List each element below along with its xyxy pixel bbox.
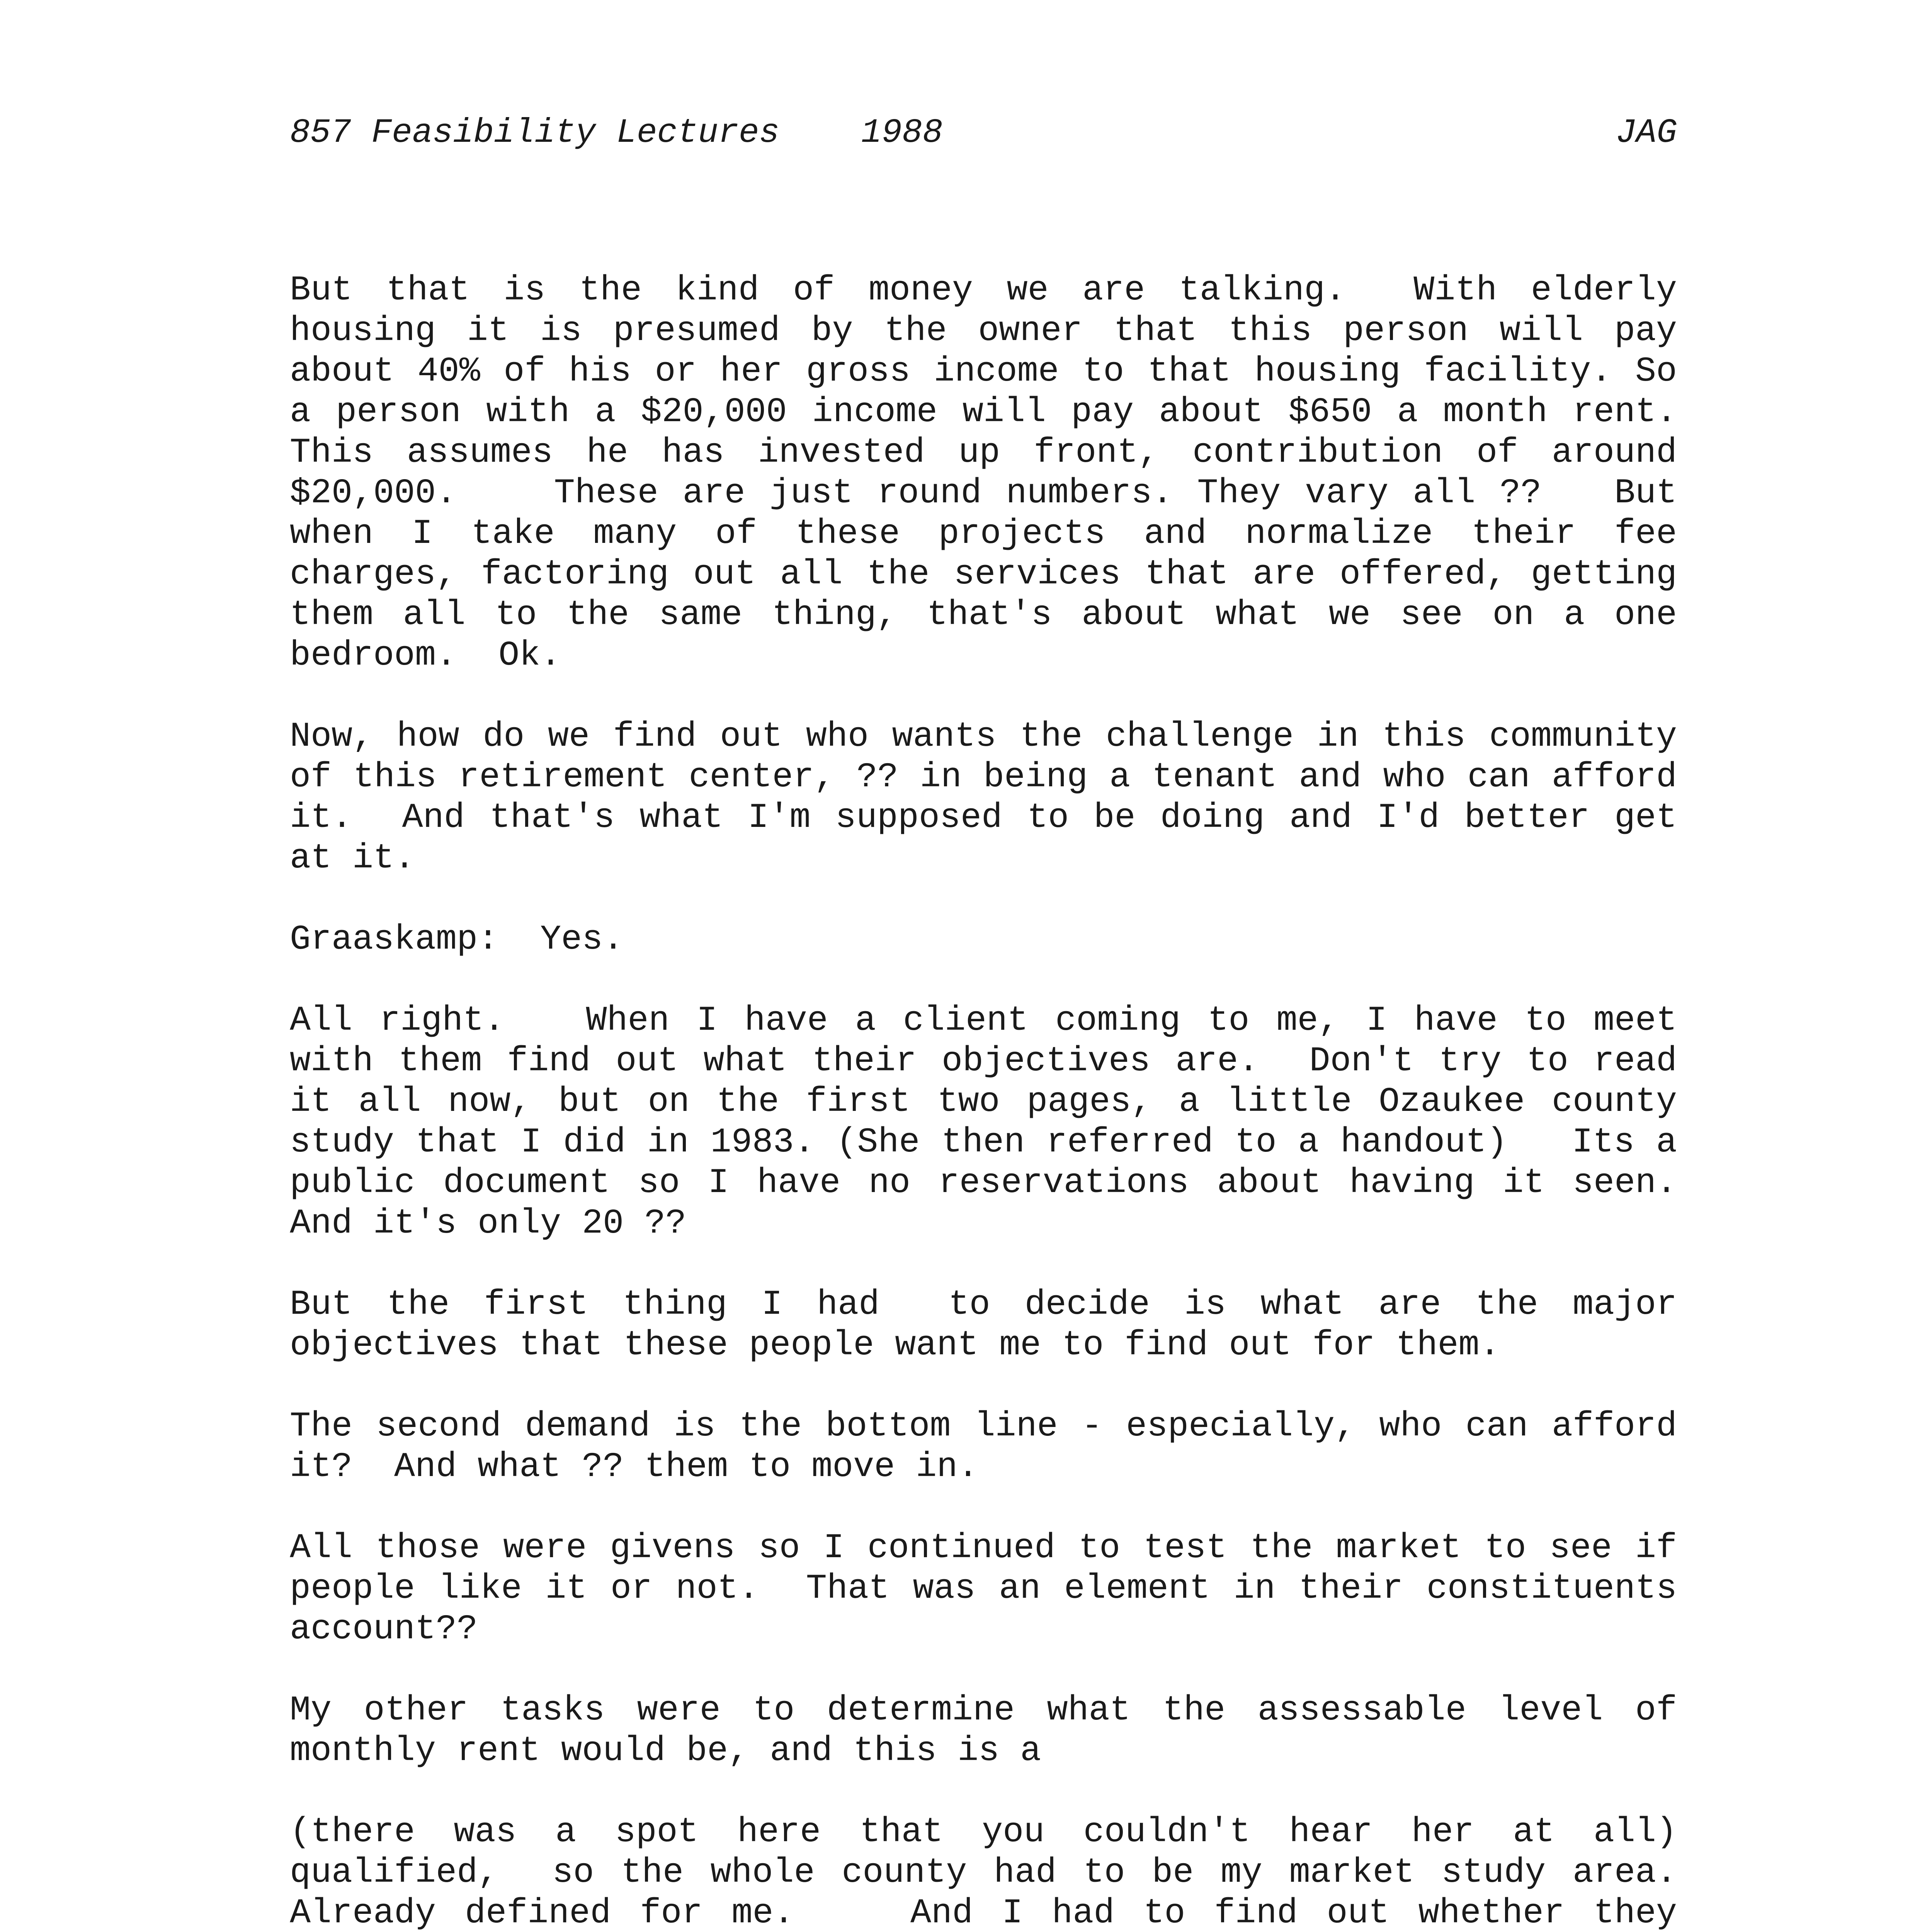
paragraph: All those were givens so I continued to test the market to see if people like it or not. That was an element in their constituents account?? <box>290 1529 1698 1649</box>
paragraph: Graaskamp: Yes. <box>290 920 624 959</box>
paragraph: My other tasks were to determine what the assessable level of monthly rent would be, and this is a <box>290 1691 1698 1771</box>
paragraph: Now, how do we find out who wants the challenge in this community of this retirement center, ?? in being a tenant and who can afford it. And that's what I'm supposed to be doing and I'd better get at it. <box>290 717 1698 878</box>
page-header <box>290 112 1677 155</box>
header-title: 857 Feasibility Lectures 1988 <box>290 114 943 152</box>
transcript-body <box>290 270 1719 1932</box>
paragraph: (there was a spot here that you couldn't hear her at all) qualified, so the whole county had to be my market study area. Already defined for me. And I had to find out whether they <box>290 1813 1677 1932</box>
paragraph: But the first thing I had to decide is what are the major objectives that these people want me to find out for them. <box>290 1285 1698 1365</box>
paragraph: All right. When I have a client coming to me, I have to meet with them find out what their objectives are. Don't try to read it all now, but on the first two pages, a little Ozaukee county study that I did in 1983. (She then referred to a handout) Its a public document so I have no reservations about having it seen. And it's only 20 ?? <box>290 1001 1719 1243</box>
paragraph: But that is the kind of money we are talking. With elderly housing it is presumed by the owner that this person will pay about 40% of his or her gross income to that housing facility. So a person with a $20,000 income will pay about $650 a month rent. This assumes he has invested up front, contribution of around $20,000. These are just round numbers. They vary all ?? But when I take many of these projects and normalize their fee charges, factoring out all the services that are offered, getting them all to the same thing, that's about what we see on a one bedroom. Ok. <box>290 271 1719 675</box>
header-initials: JAG <box>1616 114 1677 152</box>
paragraph: The second demand is the bottom line - especially, who can afford it? And what ?? them to move in. <box>290 1407 1698 1487</box>
